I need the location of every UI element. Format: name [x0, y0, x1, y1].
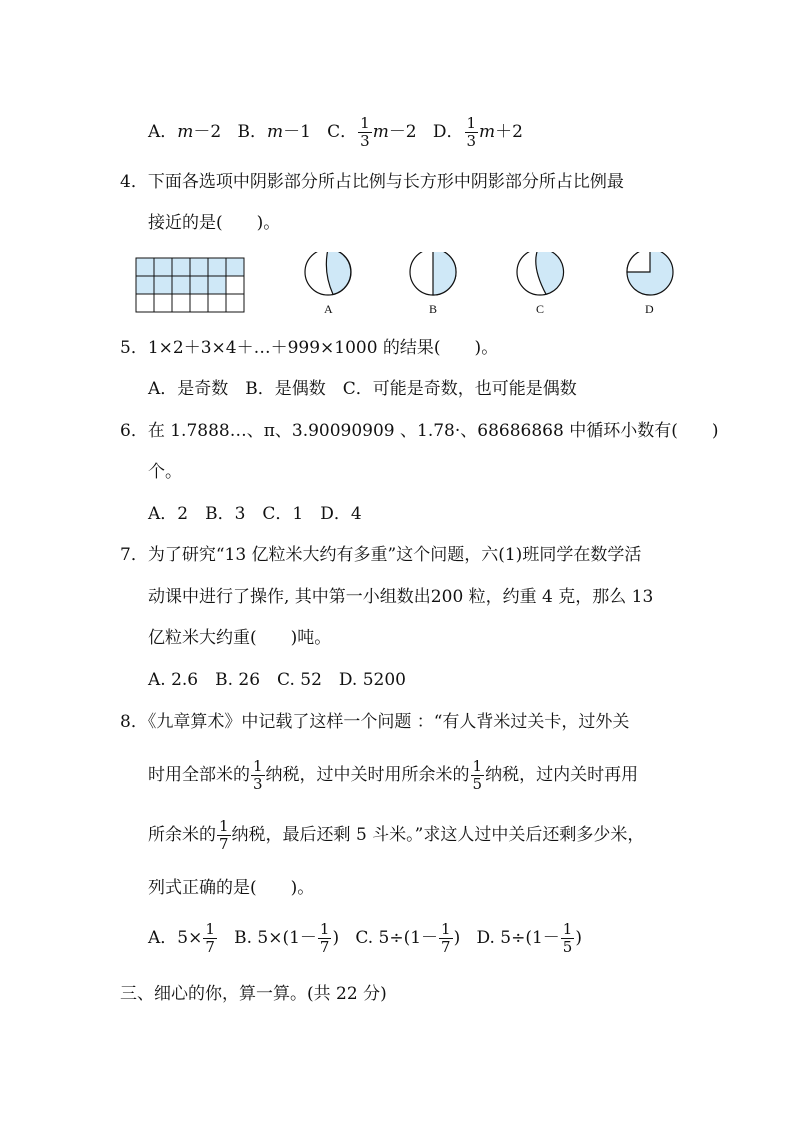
q8-stem-line3 [148, 815, 644, 855]
q8-stem-line2 [148, 755, 638, 795]
q8-option-c: C. 5÷(1－ [355, 928, 439, 948]
paren: ) [575, 928, 582, 948]
frac-denominator: 5 [562, 938, 573, 956]
fraction-one-third [251, 758, 265, 793]
grid-cell [154, 258, 172, 276]
frac-numerator: 1 [205, 920, 215, 938]
frac-numerator: 1 [441, 920, 451, 938]
grid-cell [208, 276, 226, 294]
circle-c [517, 252, 564, 295]
q6-stem-line2: 个。 [148, 462, 182, 482]
q3-option-b-rest: －1 [283, 122, 311, 142]
grid-cell [190, 258, 208, 276]
frac-denominator: 3 [360, 132, 370, 150]
q8-option-a: A．5× [148, 928, 203, 948]
q8-options [148, 918, 582, 958]
q3-option-c-label: C． [327, 122, 358, 142]
grid-cell [226, 276, 244, 294]
label-a: A [324, 302, 333, 316]
q7-stem-line1: 7．为了研究“13 亿粒米大约有多重”这个问题，六(1)班同学在数学活 [120, 545, 642, 565]
q3-option-a-rest: －2 [193, 122, 222, 142]
grid-cell [190, 276, 208, 294]
paren: ) [453, 928, 461, 948]
q3-option-d-rest: ＋2 [495, 122, 523, 142]
q3-var: m [266, 122, 284, 142]
frac-denominator: 7 [205, 938, 215, 956]
grid-cell [226, 258, 244, 276]
grid-cell [136, 294, 154, 312]
q3-option-b-label: B． [237, 122, 267, 142]
circle-a [305, 252, 351, 295]
circle-d [627, 252, 673, 295]
q8-text: 时用全部米的 [148, 765, 250, 785]
grid-cell [136, 276, 154, 294]
label-b: B [429, 302, 438, 316]
q8-option-b: B. 5×(1－ [234, 928, 317, 948]
q8-text: 纳税，过内关时再用 [485, 765, 639, 785]
q7-stem-line3: 亿粒米大约重( )吨。 [148, 628, 332, 648]
q4-stem-line2: 接近的是( )。 [148, 213, 281, 233]
grid-cell [172, 258, 190, 276]
grid-cell [226, 294, 244, 312]
frac-denominator: 3 [466, 132, 477, 150]
frac-numerator: 1 [253, 757, 263, 775]
q8-stem-line1: 8．《九章算术》中记载了这样一个问题 ：“有人背米过关卡，过外关 [120, 712, 630, 732]
paren: ) [332, 928, 340, 948]
frac-denominator: 3 [253, 775, 263, 793]
frac-denominator: 7 [219, 835, 229, 853]
q8-stem-line4: 列式正确的是( )。 [148, 878, 315, 898]
frac-denominator: 5 [472, 775, 483, 793]
q7-options: A. 2.6 B. 26 C. 52 D. 5200 [148, 670, 406, 690]
q4-figures [130, 252, 690, 322]
q3-option-c-rest: －2 [388, 122, 417, 142]
label-c: C [536, 302, 545, 316]
q3-option-d-label: D． [432, 122, 464, 142]
fraction-one-seventh [217, 818, 231, 853]
q8-text: 所余米的 [148, 825, 216, 845]
q3-option-a-label: A． [148, 122, 178, 142]
frac-numerator: 1 [466, 114, 477, 132]
frac-numerator: 1 [360, 114, 370, 132]
q3-options [148, 112, 523, 152]
q7-stem-line2: 动课中进行了操作, 其中第一小组数出200 粒，约重 4 克，那么 13 [148, 587, 654, 607]
grid-cell [208, 258, 226, 276]
q3-var: m [372, 122, 389, 142]
q8-text: 纳税，过中关时用所余米的 [265, 765, 470, 785]
section-3-title: 三、细心的你，算一算。(共 22 分) [120, 984, 387, 1004]
grid-cell [172, 294, 190, 312]
q8-option-a-fraction [203, 921, 217, 956]
q8-option-c-fraction [439, 921, 453, 956]
q8-option-b-fraction [318, 921, 332, 956]
frac-numerator: 1 [319, 920, 330, 938]
q3-fraction [465, 115, 479, 150]
q3-var: m [479, 122, 496, 142]
frac-numerator: 1 [219, 817, 229, 835]
grid-cell [190, 294, 208, 312]
grid-cell [136, 258, 154, 276]
label-d: D [645, 302, 654, 316]
q6-stem: 6．在 1.7888…、π、3.90090909 、1.78·、68686868 中循环小数有( ) [120, 421, 719, 441]
fraction-one-fifth [471, 758, 485, 793]
q5-stem: 5．1×2＋3×4＋…＋999×1000 的结果( )。 [120, 338, 499, 358]
q3-var: m [177, 122, 194, 142]
q5-options: A．是奇数 B．是偶数 C．可能是奇数，也可能是偶数 [148, 379, 577, 399]
grid-cell [208, 294, 226, 312]
q8-text: 纳税，最后还剩 5 斗米。”求这人过中关后还剩多少米， [231, 825, 645, 845]
frac-numerator: 1 [562, 920, 573, 938]
q8-option-d-fraction [561, 921, 575, 956]
q3-fraction [358, 115, 372, 150]
frac-denominator: 7 [319, 938, 330, 956]
q8-option-d: D. 5÷(1－ [476, 928, 560, 948]
frac-denominator: 7 [441, 938, 451, 956]
grid-cell [154, 276, 172, 294]
q6-options: A．2 B．3 C．1 D．4 [148, 504, 362, 524]
frac-numerator: 1 [472, 757, 483, 775]
shaded-grid-rectangle [136, 258, 244, 312]
grid-cell [172, 276, 190, 294]
q4-stem-line1: 4．下面各选项中阴影部分所占比例与长方形中阴影部分所占比例最 [120, 172, 624, 192]
circle-b [410, 252, 456, 295]
grid-cell [154, 294, 172, 312]
